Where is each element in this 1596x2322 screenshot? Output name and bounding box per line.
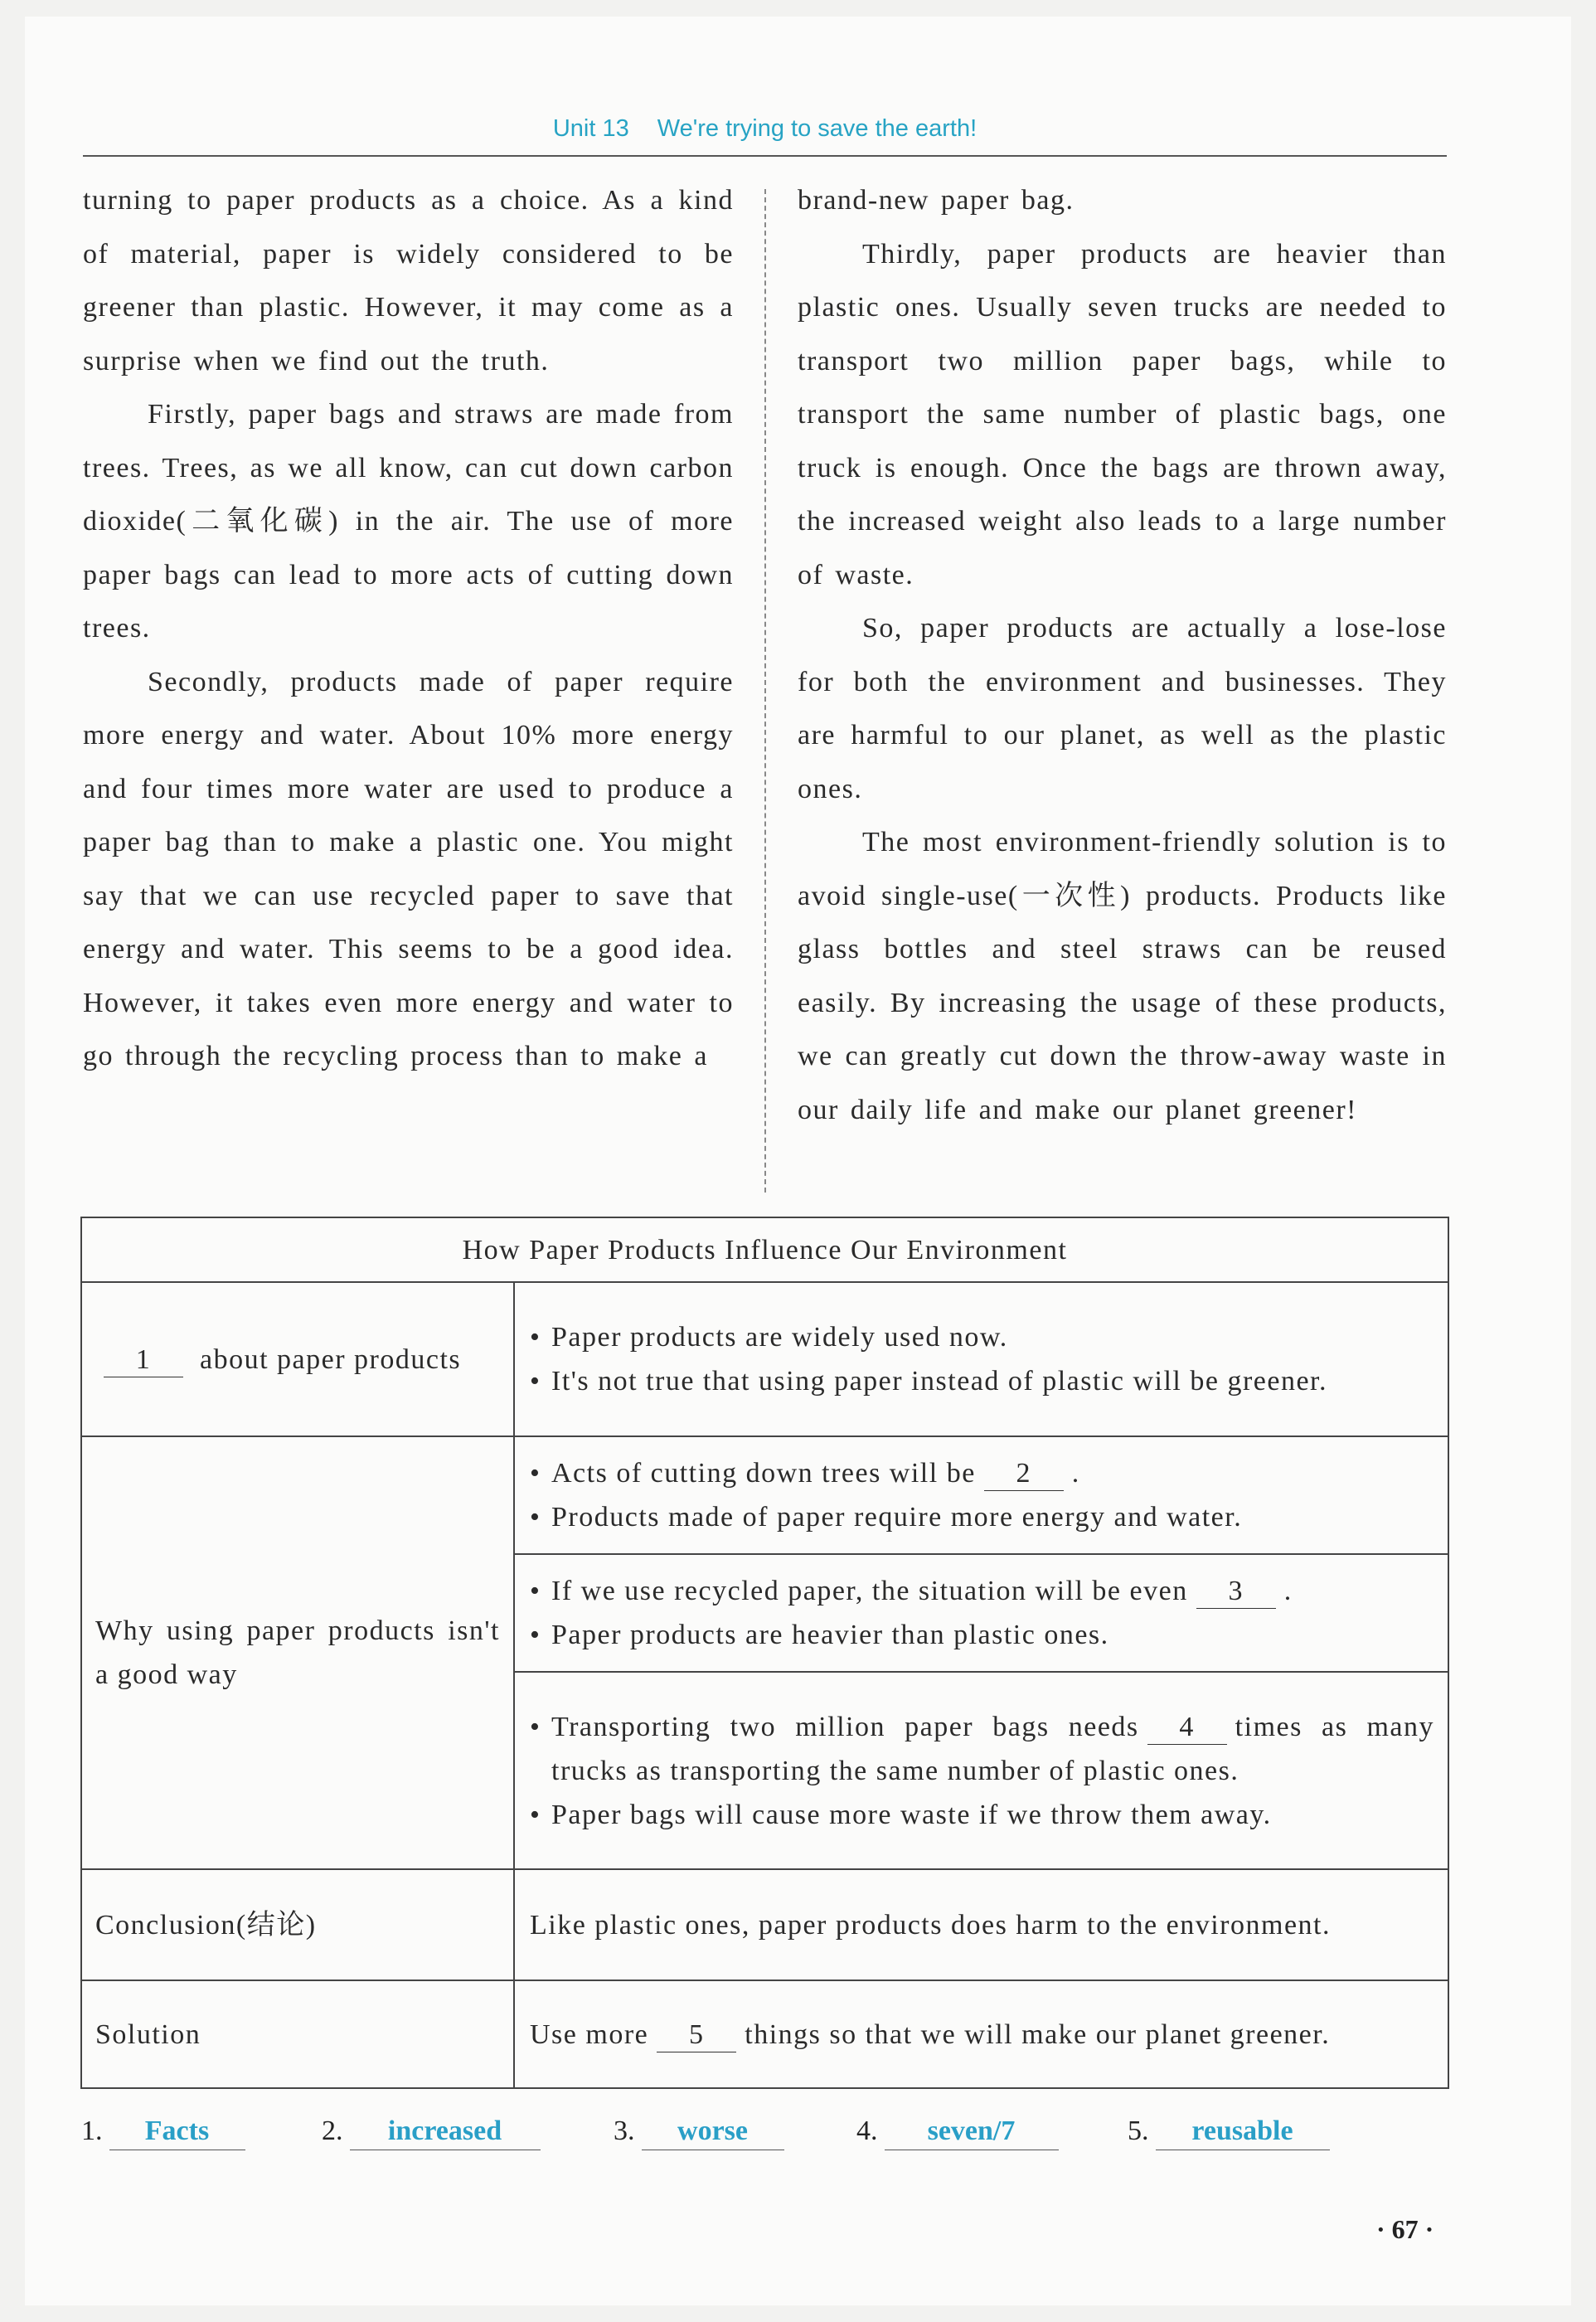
blank-5[interactable]: 5 — [657, 2018, 736, 2052]
bullet-icon: • — [530, 1576, 541, 1606]
article-left-column — [83, 174, 734, 1084]
article-paragraph: Firstly, paper bags and straws are made from trees. Trees, as we all know, can cut down carbon dioxide(二氧化碳) in the air. The use of more paper bags can lead to more acts of cutting down trees. — [83, 399, 734, 644]
bullet-icon: • — [530, 1366, 541, 1397]
table-title: How Paper Products Influence Our Environment — [81, 1217, 1448, 1282]
row-content-facts: • Paper products are widely used now. • It's not true that using paper instead of plastic will be greener. — [514, 1282, 1448, 1436]
answer-item: 4. seven/7 — [856, 2113, 1059, 2150]
bullet-icon: • — [530, 1799, 541, 1830]
answer-item: 1. Facts — [81, 2113, 245, 2150]
answer-item: 2. increased — [322, 2113, 541, 2150]
answer-value[interactable]: Facts — [109, 2113, 245, 2150]
answer-item: 3. worse — [614, 2113, 784, 2150]
row-label-text: about paper products — [200, 1343, 462, 1375]
row-label-solution: Solution — [81, 1980, 514, 2088]
page-number: · 67 · — [1376, 2214, 1434, 2244]
bullet-icon: • — [530, 1620, 541, 1650]
row-content-solution: Use more 5 things so that we will make our planet greener. — [514, 1980, 1448, 2088]
bullet-icon: • — [530, 1458, 541, 1489]
answer-value[interactable]: reusable — [1156, 2113, 1330, 2150]
bullet-icon: • — [530, 1322, 541, 1353]
row-content-reason-2: • If we use recycled paper, the situation will be even 3 . • Paper products are heavier than plastic ones. — [514, 1554, 1448, 1672]
article-paragraph: So, paper products are actually a lose-lose for both the environment and businesses. They are harmful to our planet, as well as the plastic ones. — [798, 613, 1447, 804]
blank-3[interactable]: 3 — [1196, 1575, 1276, 1609]
row-label-facts — [81, 1282, 514, 1436]
article-paragraph: Secondly, products made of paper require more energy and water. About 10% more energy and four times more water are used to produce a paper bag than to make a plastic one. You might say that we can use recycled paper to save that energy and water. This seems to be a good idea. However, it takes even more energy and water to go through the recycling process than to make a — [83, 666, 734, 1071]
answer-item: 5. reusable — [1128, 2113, 1330, 2150]
row-content-conclusion: Like plastic ones, paper products does harm to the environment. — [514, 1869, 1448, 1980]
bullet-icon: • — [530, 1502, 541, 1533]
row-label-why: Why using paper products isn't a good way — [81, 1436, 514, 1869]
article-paragraph: The most environment-friendly solution is to avoid single-use(一次性) products. Products like glass bottles and steel straws can be reused easily. By increasing the usage of these products, we can greatly cut down the throw-away waste in our daily life and make our planet greener! — [798, 827, 1447, 1125]
row-content-reason-3: • Transporting two million paper bags needs 4 times as many trucks as transporting the same number of plastic ones. • Paper bags will cause more waste if we throw them away. — [514, 1672, 1448, 1869]
bullet-icon: • — [530, 1711, 541, 1742]
answer-value[interactable]: increased — [350, 2113, 541, 2150]
article-paragraph: turning to paper products as a choice. As a kind of material, paper is widely considered to be greener than plastic. However, it may come as a surprise when we find out the truth. — [83, 185, 734, 376]
blank-4[interactable]: 4 — [1147, 1711, 1227, 1745]
row-label-conclusion: Conclusion(结论) — [81, 1869, 514, 1980]
column-divider — [764, 189, 766, 1193]
running-header — [83, 112, 1447, 157]
unit-title: We're trying to save the earth! — [657, 115, 977, 142]
article-right-column — [798, 174, 1447, 1137]
blank-1[interactable]: 1 — [104, 1343, 183, 1377]
blank-2[interactable]: 2 — [984, 1457, 1064, 1491]
summary-table — [80, 1217, 1449, 2089]
article-paragraph: Thirdly, paper products are heavier than plastic ones. Usually seven trucks are needed to transport two million paper bags, while to transport the same number of plastic bags, one truck is enough. Once the bags are thrown away, the increased weight also leads to a large number of waste. — [798, 238, 1447, 590]
unit-label: Unit 13 — [552, 115, 629, 142]
article-paragraph: brand-new paper bag. — [798, 185, 1075, 216]
answer-value[interactable]: seven/7 — [885, 2113, 1059, 2150]
row-content-reason-1: • Acts of cutting down trees will be 2 . • Products made of paper require more energy and water. — [514, 1436, 1448, 1554]
answer-value[interactable]: worse — [642, 2113, 784, 2150]
